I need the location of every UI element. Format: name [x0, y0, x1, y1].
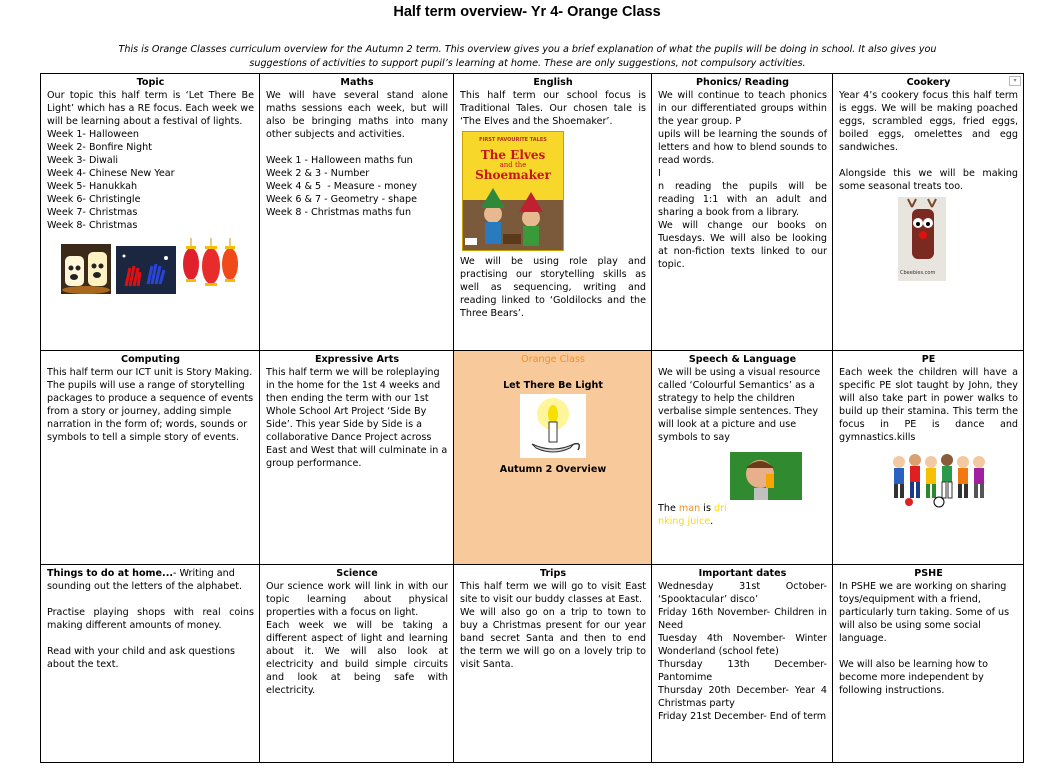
english-heading: English — [533, 77, 573, 88]
topic-weeks: Week 1- Halloween Week 2- Bonfire Night Week 3- Diwali Week 4- Chinese New Year Week 5- Hanukkah Week 6- Christingle Week 7- Christmas Week 8- Christmas — [47, 129, 175, 231]
phonics-text3: I — [658, 168, 661, 179]
class-centre-cell — [454, 351, 652, 565]
topic-cell — [41, 74, 260, 351]
candle-icon — [520, 394, 586, 458]
book-title-line2: and the — [499, 161, 527, 169]
cookery-text1: Year 4’s cookery focus this half term is eggs. We will be making poached eggs, scrambled eggs, fried eggs, boiled eggs, omelettes and egg sandwiches. — [839, 90, 1022, 153]
phonics-text2: upils will be learning the sounds of letters and how to blend sounds to read words. — [658, 129, 831, 166]
home-heading: Things to do at home... — [47, 568, 173, 579]
candle-image — [520, 394, 586, 458]
word-is: is — [703, 503, 711, 514]
english-cell — [454, 74, 652, 351]
science-text1: Our science work will link in with our topic learning about physical properties with a focus on light. — [266, 581, 452, 618]
dropdown-corner-icon[interactable]: ▾ — [1009, 76, 1021, 86]
expressive-arts-text: This half term we will be roleplaying in the home for the 1st 4 weeks and then ending the term with our 1st Whole School Art Project ‘Side By Side’. This year Side by Side is a collaborative Dance Project across East and West that will culminate in a group performance. — [266, 367, 451, 469]
speech-heading: Speech & Language — [688, 354, 797, 365]
important-dates-cell — [652, 565, 833, 763]
book-title-line3: Shoemaker — [475, 168, 551, 182]
english-text: This half term our school focus is Traditional Tales. Our chosen tale is ‘The Elves and the Shoemaker’. — [460, 90, 650, 127]
word-nking: nking — [658, 516, 685, 527]
cookery-cell — [833, 74, 1024, 351]
intro-text: This is Orange Classes curriculum overview for the Autumn 2 term. This overview gives you a brief explanation of what the pupils will be doing in school. It also gives you suggestions of activities to support pupil’s learning at home. These are only suggestions, not compulsory activities. — [118, 44, 937, 69]
speech-language-cell — [652, 351, 833, 565]
phonics-text1: We will continue to teach phonics in our differentiated groups within the year group. P — [658, 90, 831, 127]
pshe-text2: We will also be learning how to become more independent by following instructions. — [839, 659, 991, 696]
term-subtitle: Autumn 2 Overview — [499, 464, 607, 475]
phonics-text5: We will change our books on Tuesdays. We will also be looking at non-fiction texts linked to our topic. — [658, 220, 831, 270]
home-intro — [47, 567, 254, 593]
pshe-heading: PSHE — [914, 568, 943, 579]
cookery-text2: Alongside this we will be making some seasonal treats too. — [839, 168, 1022, 192]
speech-text: We will be using a visual resource called ‘Colourful Semantics’ as a strategy to help the children verbalise simple sentences. They will look at a picture and use symbols to say — [658, 367, 824, 443]
sports-children-image — [889, 450, 1018, 512]
english-text2: We will be using role play and practising our storytelling skills as well as sequencing, writing and reading linked to ‘Goldilocks and the Three Bears’. — [460, 256, 650, 319]
topic-heading: Topic — [136, 77, 165, 88]
science-heading: Science — [336, 568, 378, 579]
home-activities-cell — [41, 565, 260, 763]
topic-text: Our topic this half term is ‘Let There Be Light’ which has a RE focus. Each week we will be learning about a festival of lights. — [47, 90, 258, 127]
expressive-arts-cell — [260, 351, 454, 565]
pshe-cell — [833, 565, 1024, 763]
theme-title: Let There Be Light — [503, 380, 603, 391]
sparkler-handprints-image — [116, 246, 176, 294]
word-man: man — [678, 503, 701, 514]
pshe-text1: In PSHE we are working on sharing toys/equipment with a friend, particularly turn taking. Some of us will also be using some social language. — [839, 581, 1013, 644]
reindeer-treat-image — [898, 197, 946, 281]
word-the: The — [658, 503, 676, 514]
topic-images — [61, 238, 254, 294]
reindeer-icon — [898, 197, 946, 273]
word-period: . — [710, 516, 714, 527]
lantern-jars-image — [61, 244, 111, 294]
maths-text: We will have several stand alone maths sessions each week, but will also be bringing maths into many other subjects and activities. — [266, 90, 452, 140]
pe-heading: PE — [921, 354, 936, 365]
maths-heading: Maths — [340, 77, 374, 88]
overview-grid — [40, 73, 1024, 763]
science-text2: Each week we will be taking a different aspect of light and learning about it. We will also look at electricity and build simple circuits and look at being safe with electricity. — [266, 620, 452, 696]
computing-cell — [41, 351, 260, 565]
science-cell — [260, 565, 454, 763]
pe-text: Each week the children will have a specific PE slot taught by John, they will also take part in power walks to build up their stamina. This term the focus in PE is dance and gymnastics.kills — [839, 367, 1022, 443]
phonics-cell — [652, 74, 833, 351]
dates-heading: Important dates — [698, 568, 787, 579]
computing-heading: Computing — [121, 354, 180, 365]
page-title: Half term overview- Yr 4- Orange Class — [393, 4, 661, 20]
cookery-heading: Cookery — [906, 77, 951, 88]
paper-lanterns-image — [181, 238, 239, 294]
trips-heading: Trips — [539, 568, 567, 579]
home-text1: - Writing and sounding out the letters of the alphabet. — [47, 568, 243, 592]
boy-drinking-image — [730, 452, 802, 500]
trips-text1: This half term we will go to visit East site to visit our buddy classes at East. — [460, 581, 650, 605]
maths-cell — [260, 74, 454, 351]
image-credit: Cbeebies.com — [900, 270, 936, 276]
maths-weeks: Week 1 - Halloween maths fun Week 2 & 3 - Number Week 4 & 5 - Measure - money Week 6 & 7 - Geometry - shape Week 8 - Christmas maths fun — [266, 155, 418, 218]
trips-cell — [454, 565, 652, 763]
home-text3: Read with your child and ask questions about the text. — [47, 646, 239, 670]
colourful-semantics-sentence — [658, 502, 827, 528]
home-text2: Practise playing shops with real coins making different amounts of money. — [47, 607, 258, 631]
phonics-heading: Phonics/ Reading — [695, 77, 790, 88]
phonics-text4: n reading the pupils will be reading 1:1 with an adult and sharing a book from a library. — [658, 181, 831, 218]
dates-text: Wednesday 31st October- ‘Spooktacular’ disco’ Friday 16th November- Children in Need Tuesday 4th November- Winter Wonderland (school fete) Thursday 13th December- Pantomime Thursday 20th December- Year 4 Christmas party Friday 21st December- End of term — [658, 581, 827, 722]
word-juice: juice — [687, 516, 711, 527]
book-title-line1: The Elves — [480, 148, 546, 162]
class-name: Orange Class — [521, 354, 585, 365]
expressive-arts-heading: Expressive Arts — [314, 354, 400, 365]
word-dri: dri — [714, 503, 727, 514]
boy-drinking-icon — [730, 452, 802, 500]
book-illustration — [463, 178, 563, 250]
book-series: FIRST FAVOURITE TALES — [479, 137, 547, 143]
book-cover-image — [462, 131, 564, 251]
trips-text2: We will also go on a trip to town to buy a Christmas present for our year band secret Santa and then to end the term we will go on a lovely trip to visit Santa. — [460, 607, 650, 670]
sports-children-icon — [889, 450, 989, 508]
pe-cell — [833, 351, 1024, 565]
computing-text: This half term our ICT unit is Story Making. The pupils will use a range of storytelling packages to produce a sequence of events from a story or journey, adding simple narration in the form of; words, sounds or symbols to tell a simple story of events. — [47, 367, 257, 443]
